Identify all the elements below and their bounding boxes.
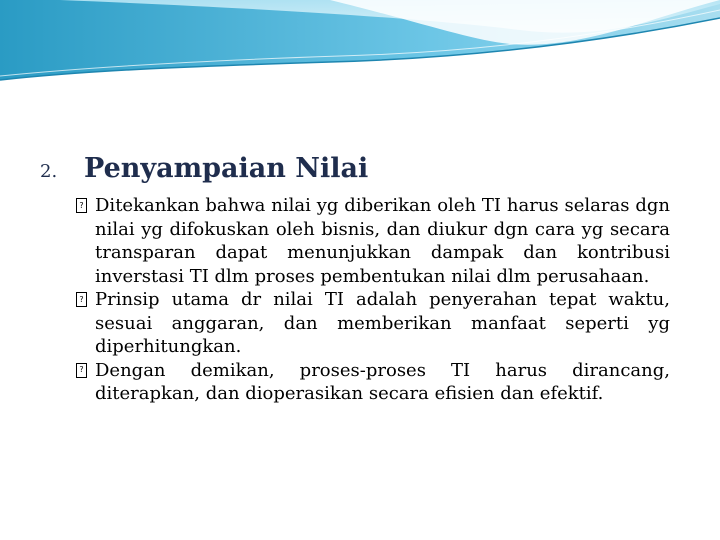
- bullet-list: [76, 194, 670, 406]
- missing-glyph-icon: ?: [76, 198, 87, 213]
- missing-glyph-icon: ?: [76, 363, 87, 378]
- list-item: [76, 288, 670, 359]
- bullet-text: Dengan demikan, proses-proses TI harus dirancang, diterapkan, dan dioperasikan secara efisien dan efektif.: [95, 359, 670, 404]
- bullet-text: Ditekankan bahwa nilai yg diberikan oleh TI harus selaras dgn nilai yg difokuskan oleh bisnis, dan diukur dgn cara yg secara transparan dapat menunjukkan dampak dan kontribusi inverstasi TI dlm proses pembentukan nilai dlm perusahaan.: [95, 195, 670, 287]
- section-heading: [40, 153, 368, 184]
- missing-glyph-icon: ?: [76, 292, 87, 307]
- section-title: Penyampaian Nilai: [84, 153, 369, 184]
- bullet-text: Prinsip utama dr nilai TI adalah penyerahan tepat waktu, sesuai anggaran, dan memberikan manfaat seperti yg diperhitungkan.: [95, 289, 670, 357]
- section-number: 2.: [40, 161, 58, 182]
- list-item: [76, 359, 670, 406]
- list-item: [76, 194, 670, 288]
- decorative-wave-banner: [0, 0, 720, 90]
